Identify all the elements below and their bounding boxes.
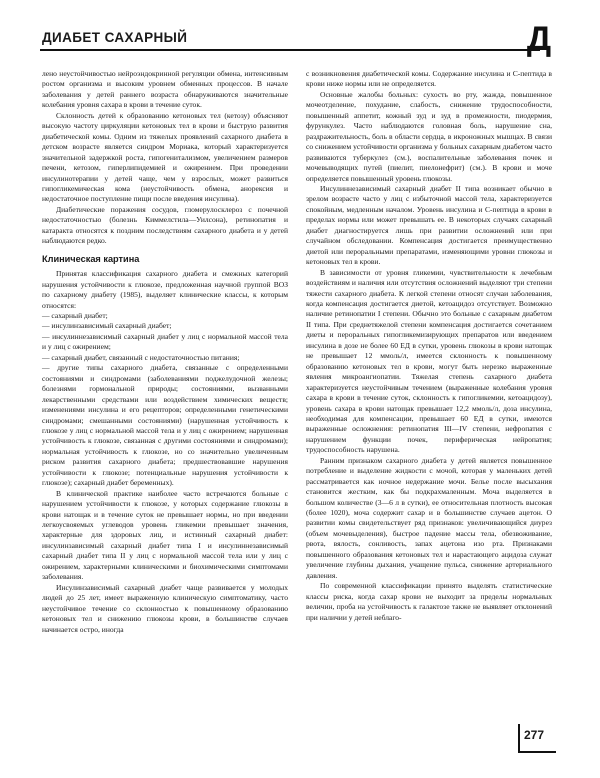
list-item: — инсулинзависимый сахарный диабет; [42, 321, 172, 331]
page-number-box [518, 724, 554, 751]
paragraph: лено неустойчивостью нейроэндокринной регуляции обмена, интенсивным ростом организма и высоким уровнем обменных процессов. В начале заболевания у детей раннего возраста обнаруживаются значительные колебания уровня сахара в крови в течение суток. [42, 69, 288, 110]
section-letter-tab: Д [526, 20, 552, 58]
page-number-underline [518, 751, 556, 753]
list-item: — сахарный диабет; [42, 310, 108, 320]
list-item: — сахарный диабет, связанный с недостаточностью питания; [42, 352, 240, 362]
paragraph: В зависимости от уровня гликемии, чувствительности к лечебным воздействиям и наличия или отсутствия осложнений выделяют три степени тяжести сахарного диабета. К легкой степени относят случаи заболевания, когда компенсация достигается диетой, кетоацидоз отсутствует. Возможно наличие ретинопатии I степени. Обычно это больные с сахарным диабетом II типа. При среднетяжелой степени компенсация достигается сочетанием диеты и пероральных гипогликемизирующих препаратов или введением инсулина в дозе не более 60 ЕД в сутки, уровень глюкозы в крови натощак не превышает 12 ммоль/л, имеется склонность к повышенному образованию кетоновых тел в крови, могут быть нерезко выраженные явления микроангиопатии. Тяжелая степень сахарного диабета характеризуется неустойчивым течением (выраженные колебания уровня сахара в крови в течение суток, склонность к гипогликемии, кетоацидозу), уровень сахара в крови натощак превышает 12,2 ммоль/л, доза инсулина, необходимая для компенсации, превышает 60 ЕД в сутки, имеются выраженные осложнения: ретинопатия III—IV степени, нефропатия с нарушением функции почек, периферическая нейропатия; трудоспособность нарушена. [306, 267, 552, 455]
paragraph: Диабетические поражения сосудов, гломерулосклероз с почечной недостаточностью (болезнь Киммелстила—Уилсона), ретинопатия и катаракта относятся к поздним последствиям сахарного диабета и у детей наблюдаются редко. [42, 204, 288, 246]
paragraph: По современной классификации принято выделять статистические классы риска, когда сахар крови не выходит за пределы нормальных величин, проба на устойчивость к галактозе также не выявляет отклонений при наличии у детей неблаго- [306, 581, 552, 622]
paragraph: В клинической практике наиболее часто встречаются больные с нарушением устойчивости к глюкозе, у которых содержание глюкозы в крови натощак и в течение суток не превышает нормы, но при введении легкоусвояемых углеводов уровень гликемии превышает значения, характерные для здоровых лиц, и истинный сахарный диабет: инсулинзависимый сахарный диабет типа I и инсулиннезависимый сахарный диабет типа II у лиц с нормальной массой тела или у лиц с ожирением, характерными клиническими и биохимическими симптомами заболевания. [42, 488, 288, 582]
running-header [40, 20, 540, 60]
paragraph: Инсулиннезависимый сахарный диабет II типа возникает обычно в зрелом возрасте часто у лиц с избыточной массой тела, характеризуется спокойным, медленным началом. Уровень инсулина и С-пептида в крови в пределах нормы или может превышать ее. В некоторых случаях сахарный диабет диагностируется лишь при развитии осложнений или при случайном обследовании. Компенсация достигается преимущественно диетой или пероральными препаратами, изменяющими уровни глюкозы и кетоновых тел в крови. [306, 183, 552, 267]
running-header-title: ДИАБЕТ САХАРНЫЙ [42, 30, 188, 45]
page-number-rule [518, 724, 520, 751]
paragraph: Инсулинзависимый сахарный диабет чаще развивается у молодых людей до 25 лет, имеет выраженную клиническую симптоматику, часто неустойчивое течение со склонностью к повышенному образованию кетоновых тел и снижению глюкозы крови, в большинстве случаев начинается остро, иногда [42, 582, 288, 634]
section-heading: Клиническая картина [42, 253, 140, 264]
header-rule [40, 49, 540, 51]
paragraph: с возникновения диабетической комы. Содержание инсулина и С-пептида в крови ниже нормы или не определяется. [306, 69, 552, 89]
paragraph: Принятая классификация сахарного диабета и смежных категорий нарушения устойчивости к глюкозе, предложенная научной группой ВОЗ по сахарному диабету (1985), выделяет клинические классы, к которым относятся: [42, 269, 288, 310]
page-number: 277 [524, 728, 545, 742]
paragraph: Склонность детей к образованию кетоновых тел (кетозу) объясняют высокую частоту циркуляции кетоновых тел в крови и быструю развития диабетической комы. Одним из тяжелых проявлений сахарного диабета в детском возрасте является синдром Мориака, который характеризуется значительной задержкой роста, гипогенитализмом, увеличением размеров печени, кетозом, гиперлипидемией и ожирением. При проведении инсулинотерапии у детей чаще, чем у взрослых, может развиться гипогликемическая кома (неустойчивость обмена, анорексия и недостаточное поступление пищи после введения инсулина). [42, 110, 288, 204]
list-item: — другие типы сахарного диабета, связанные с определенными состояниями и синдромами (заболеваниями поджелудочной железы; болезнями гормональной природы; состояниями, вызванными лекарственными средствами или воздействием химических веществ; изменениями инсулина и его рецепторов; определенными генетическими синдромами; смешанными состояниями) (нарушенная устойчивость к глюкозе у лиц с нормальной массой тела и у лиц с ожирением; нарушенная устойчивость к глюкозе, связанная с другими состояниями и синдромами); нормальная устойчивость к глюкозе, но со значительно увеличенным риском развития сахарного диабета; предшествовавшие нарушения устойчивости к глюкозе; потенциальные нарушения устойчивости к глюкозе); сахарный диабет беременных). [42, 363, 288, 488]
paragraph: Ранним признаком сахарного диабета у детей является повышенное потребление и выделение жидкости с мочой, которая у маленьких детей рассматривается как ночное недержание мочи. Белье после высыхания становится жестким, как бы подкрахмаленным. Моча выделяется в большом количестве (3—6 л в сутки), ее относительная плотность высокая (более 1020), моча содержит сахар и в большинстве случаев ацетон. О развитии комы свидетельствует ряд признаков: увеличивающийся диурез (объем мочевыделения), быстрое падение массы тела, обезвоживание, рвота, вялость, сонливость, запах ацетона изо рта. Признаками повышенного образования кетоновых тел и нарастающего ацидоза служат увеличение глубины дыхания, учащение пульса, снижение артериального давления. [306, 455, 552, 580]
paragraph: Основные жалобы больных: сухость во рту, жажда, повышенное мочеотделение, похудание, слабость, снижение трудоспособности, повышенный аппетит, кожный зуд и зуд в промежности, пиодермия, фурункулез. Часто наблюдаются головная боль, нарушение сна, раздражительность, боль в области сердца, в икроножных мышцах. В связи со снижением устойчивости организма у больных сахарным диабетом часто развиваются туберкулез (см.), воспалительные заболевания почек и мочевыводящих путей (пиелит, пиелонефрит) (см.). В крови и моче определяется повышенный уровень глюкозы. [306, 89, 552, 183]
right-column [306, 69, 552, 623]
left-column [42, 69, 288, 635]
list-item: — инсулиннезависимый сахарный диабет у лиц с нормальной массой тела и у лиц с ожирением; [42, 331, 288, 352]
